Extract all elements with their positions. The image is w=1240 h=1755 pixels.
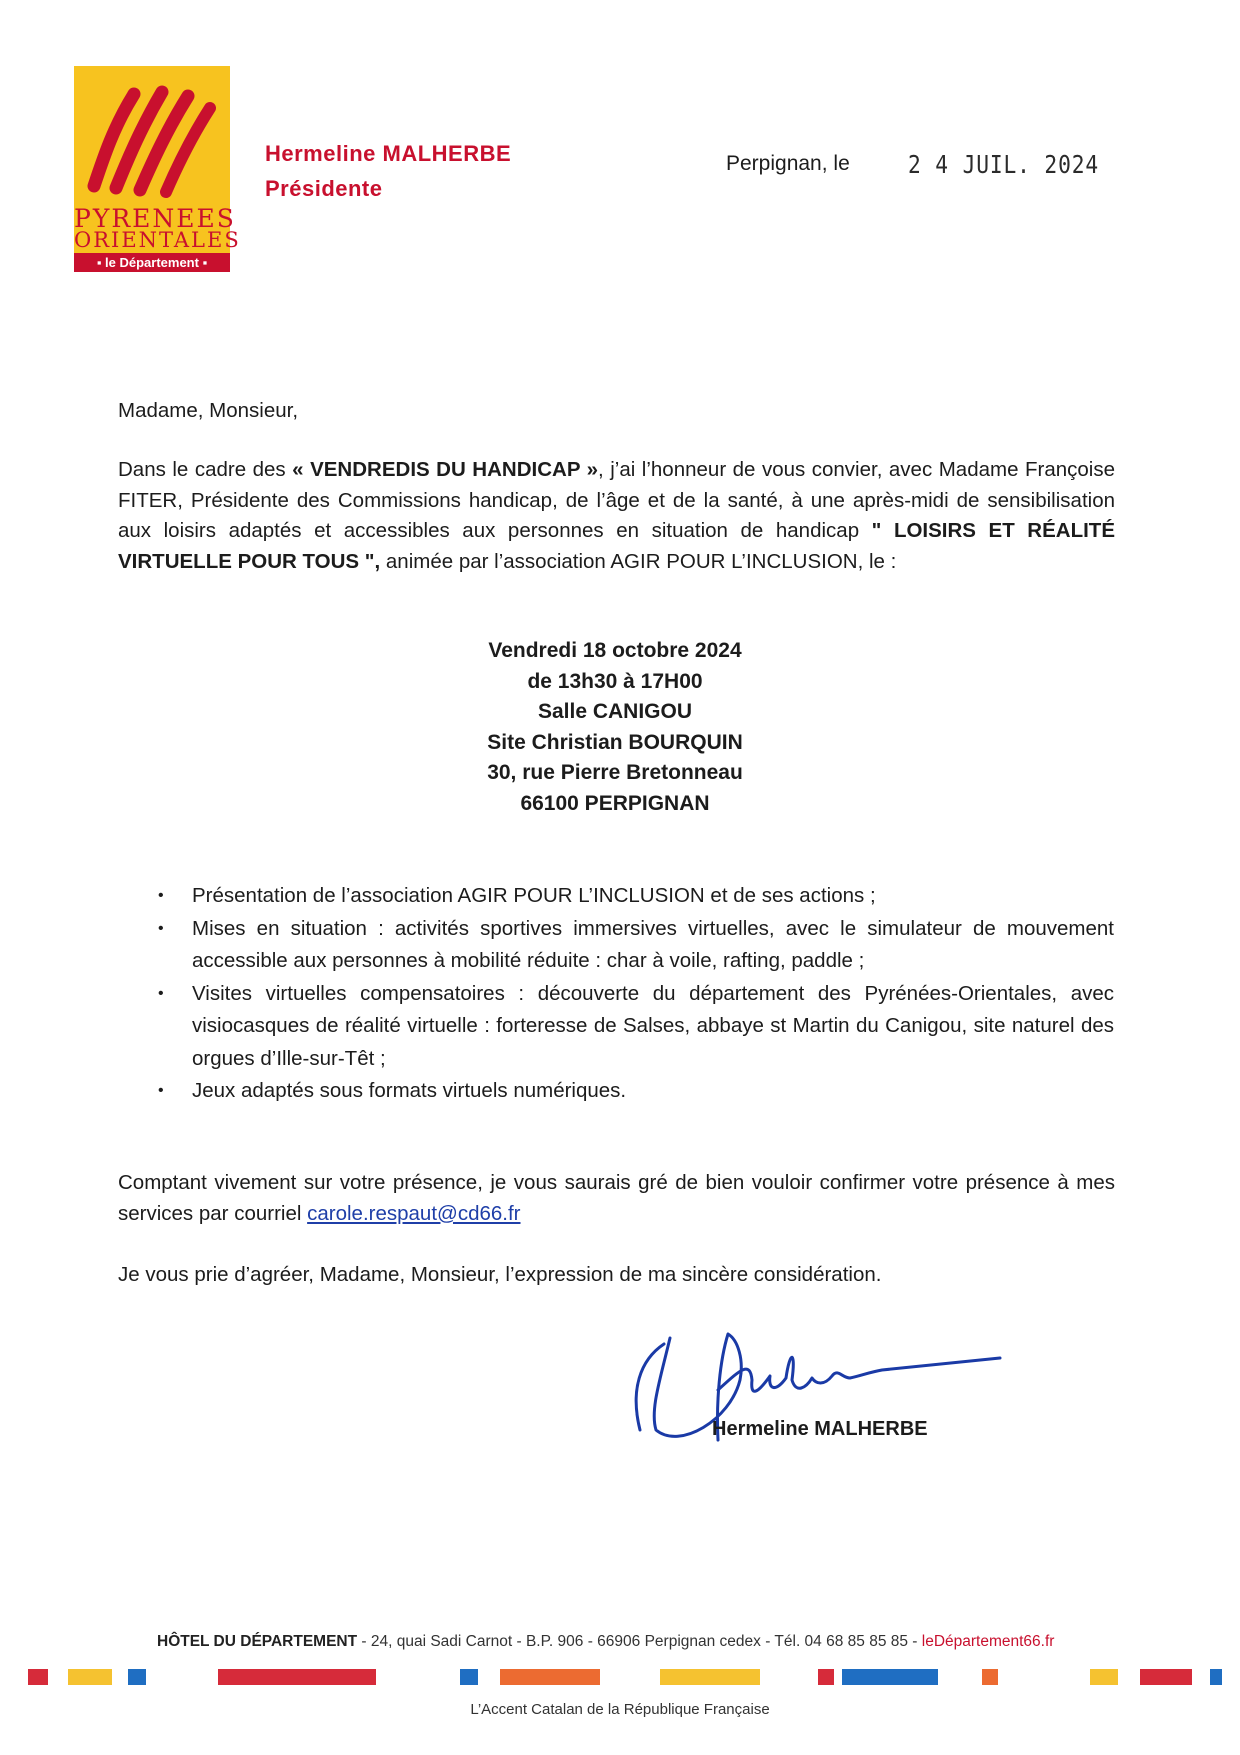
intro-text-1: Dans le cadre des (118, 458, 293, 481)
footer-address-text: - 24, quai Sadi Carnot - B.P. 906 - 66906 Perpignan cedex - Tél. 04 68 85 85 85 - (357, 1633, 922, 1650)
logo-text-departement: ▪ le Département ▪ (74, 253, 230, 272)
salutation: Madame, Monsieur, (118, 399, 299, 422)
list-item: • Jeux adaptés sous formats virtuels numériques. (158, 1075, 1114, 1108)
closing-paragraph (118, 1168, 1115, 1229)
intro-paragraph (118, 455, 1115, 577)
event-details (380, 636, 850, 820)
footer-motto: L’Accent Catalan de la République Française (470, 1701, 770, 1718)
intro-text-3: animée par l’association AGIR POUR L’INCLUSION, le : (380, 549, 897, 573)
footer-org: HÔTEL DU DÉPARTEMENT (157, 1633, 358, 1650)
list-item: • Mises en situation : activités sportives immersives virtuelles, avec le simulateur de mouvement accessible aux personnes à mobilité réduite : char à voile, rafting, paddle ; (158, 913, 1114, 978)
event-date: Vendredi 18 octobre 2024 (488, 639, 742, 662)
date-stamp: 2 4 JUIL. 2024 (908, 150, 1100, 179)
intro-text-2: , j’ai l’honneur de vous convier, avec Madame Françoise FITER, Présidente des Commissions handicap, de l’âge et de la santé, à une après-midi de sensibilisation aux loisirs adaptés et accessibles aux personnes en situation de handicap (118, 458, 1115, 542)
footer-website[interactable]: leDépartement66.fr (921, 1633, 1055, 1650)
closing-text: Comptant vivement sur votre présence, je vous saurais gré de bien vouloir confirmer votre présence à mes services par courriel (118, 1171, 1115, 1225)
author-name: Hermeline MALHERBE (265, 141, 512, 166)
author-title: Présidente (265, 176, 383, 201)
logo-text-orientales: ORIENTALES (74, 228, 241, 252)
email-link[interactable]: carole.respaut@cd66.fr (307, 1201, 521, 1225)
claw-stripes-icon (74, 66, 230, 206)
list-item: • Visites virtuelles compensatoires : découverte du département des Pyrénées-Orientales, avec visiocasques de réalité virtuelle : forteresse de Salses, abbaye st Martin du Canigou, site naturel des orgues d’Ille-sur-Têt ; (158, 978, 1114, 1076)
event-city: 66100 PERPIGNAN (520, 791, 710, 815)
logo-text-pyrenees: PYRENEES (74, 204, 236, 233)
intro-event-theme: " LOISIRS ET RÉALITÉ VIRTUELLE POUR TOUS ", (118, 519, 1115, 573)
event-site: Site Christian BOURQUIN (487, 730, 743, 754)
event-time: de 13h30 à 17H00 (527, 669, 703, 693)
event-street: 30, rue Pierre Bretonneau (487, 761, 743, 785)
list-item: • Présentation de l’association AGIR POUR L’INCLUSION et de ses actions ; (158, 880, 1114, 913)
intro-event-name: « VENDREDIS DU HANDICAP » (292, 458, 599, 481)
event-room: Salle CANIGOU (537, 700, 693, 724)
department-logo (74, 66, 241, 272)
program-list (158, 880, 1114, 1108)
letter-place: Perpignan, le (726, 152, 850, 175)
signer-name: Hermeline MALHERBE (712, 1418, 928, 1440)
politeness-formula: Je vous prie d’agréer, Madame, Monsieur, l’expression de ma sincère considération. (118, 1263, 882, 1286)
footer-address (157, 1633, 1054, 1651)
footer-color-bar (0, 1664, 1240, 1690)
